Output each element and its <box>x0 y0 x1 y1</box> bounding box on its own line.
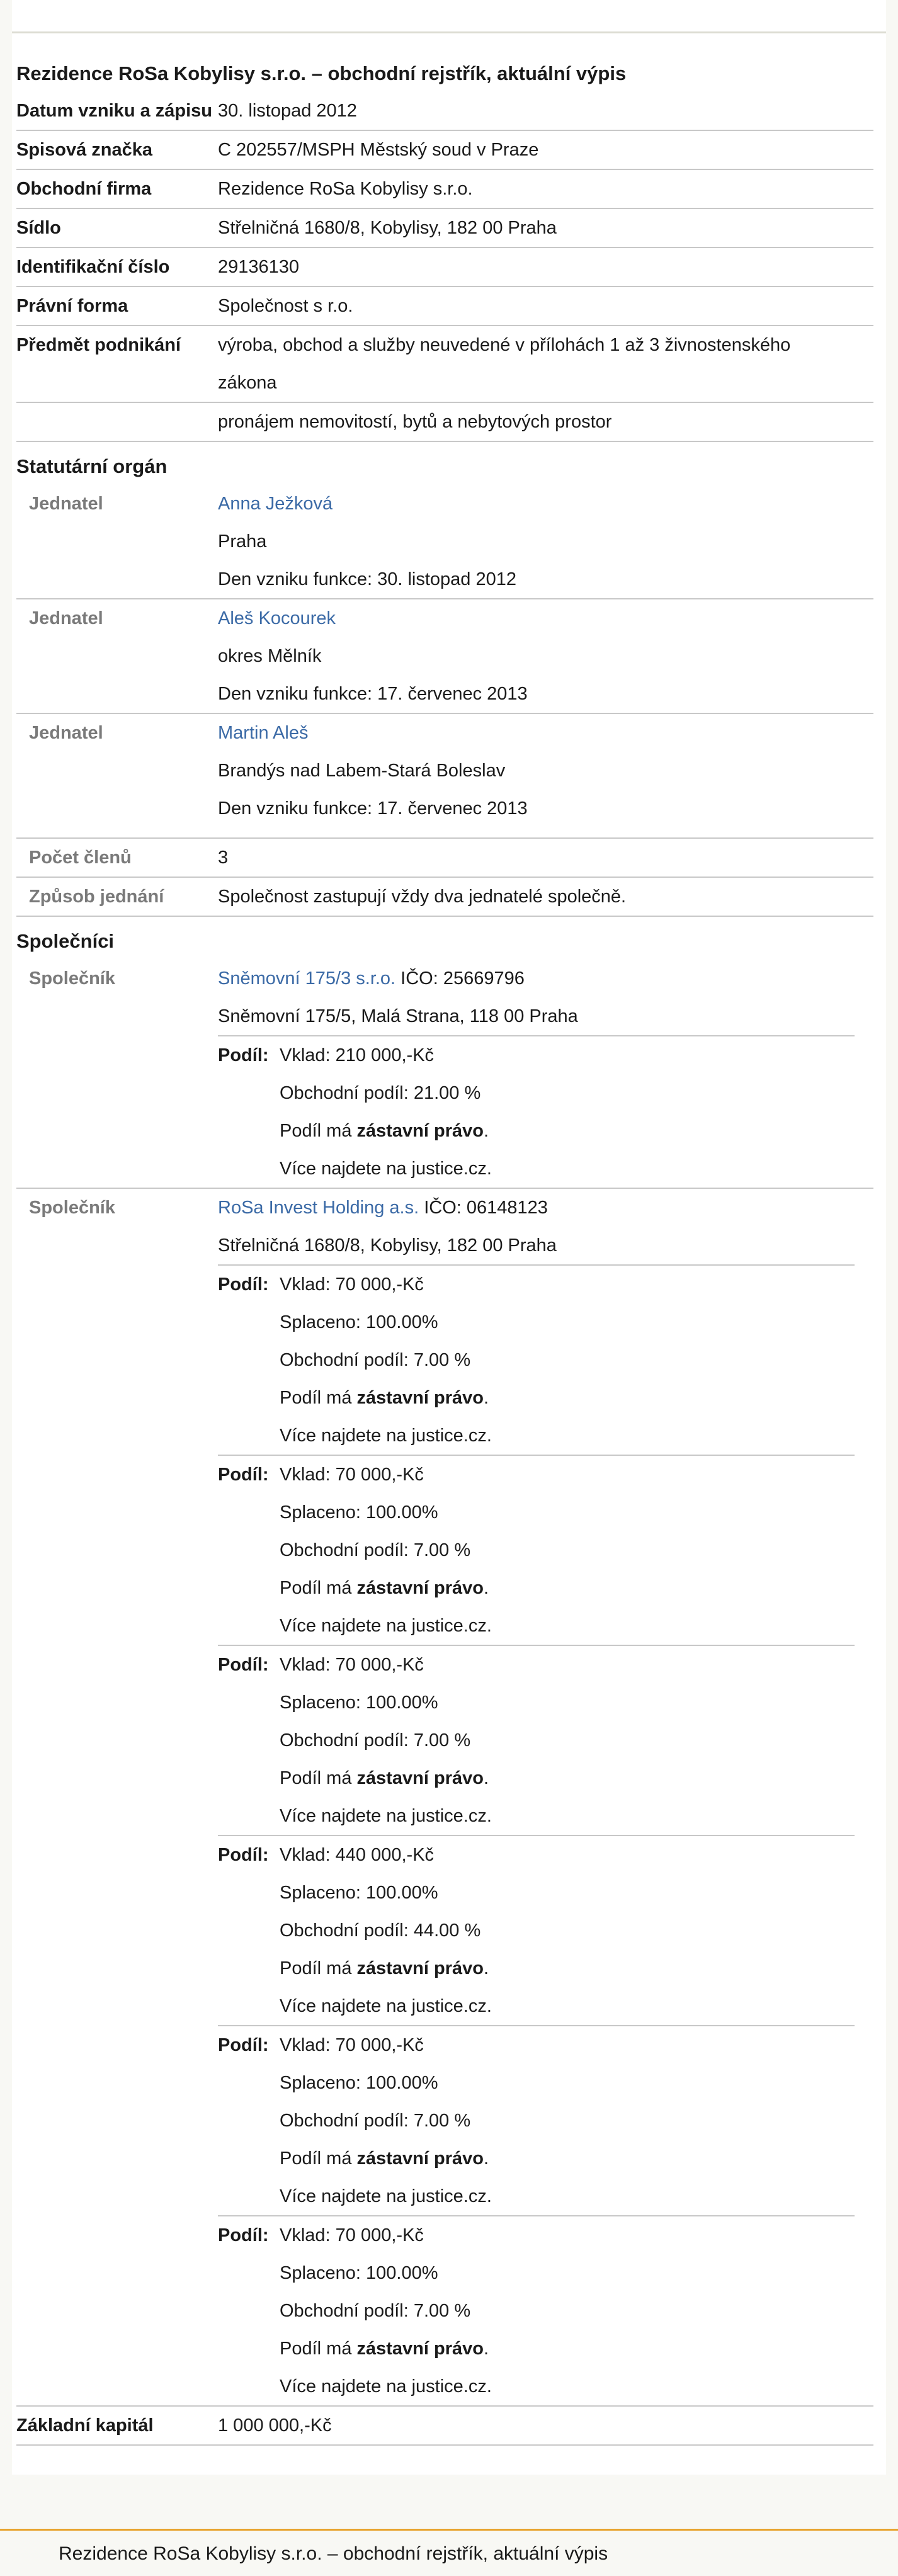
partner-address: Střelničná 1680/8, Kobylisy, 182 00 Praha <box>218 1235 557 1256</box>
share-label: Podíl: <box>218 2225 269 2245</box>
share-vklad: Vklad: 70 000,-Kč <box>280 1274 424 1295</box>
member-name-link[interactable]: Aleš Kocourek <box>218 608 336 628</box>
share-vklad: Vklad: 210 000,-Kč <box>280 1045 435 1065</box>
share-label: Podíl: <box>218 1655 269 1675</box>
share-lines <box>280 1036 855 1188</box>
share-block <box>218 2025 855 2215</box>
share-justice: Více najdete na justice.cz. <box>280 1806 492 1826</box>
share-lines <box>280 2216 855 2405</box>
share-obchodni: Obchodní podíl: 44.00 % <box>280 1921 481 1941</box>
row-pocet <box>16 839 873 878</box>
row-sidlo <box>16 209 873 248</box>
share-splaceno: Splaceno: 100.00% <box>280 2263 438 2283</box>
page-title: Rezidence RoSa Kobylisy s.r.o. – obchodní rejstřík, aktuální výpis <box>16 62 627 84</box>
member-1 <box>16 485 873 599</box>
share-splaceno: Splaceno: 100.00% <box>280 2073 438 2093</box>
share-zastavni: Podíl má zástavní právo. <box>280 1578 489 1598</box>
member-name-link[interactable]: Martin Aleš <box>218 723 309 743</box>
member-since: Den vzniku funkce: 17. červenec 2013 <box>218 798 528 819</box>
label-zpusob: Způsob jednání <box>29 887 164 907</box>
member-name-link[interactable]: Anna Ježková <box>218 494 333 514</box>
share-lines <box>280 1646 855 1835</box>
row-forma <box>16 287 873 326</box>
share-zastavni: Podíl má zástavní právo. <box>280 1388 489 1408</box>
share-justice: Více najdete na justice.cz. <box>280 1159 492 1179</box>
share-splaceno: Splaceno: 100.00% <box>280 1312 438 1332</box>
member-since: Den vzniku funkce: 30. listopad 2012 <box>218 569 516 589</box>
member-details <box>218 485 873 598</box>
share-block <box>218 1455 855 1645</box>
footer-bar <box>0 2529 898 2576</box>
partner-2 <box>16 1189 873 2407</box>
share-vklad: Vklad: 70 000,-Kč <box>280 1655 424 1675</box>
share-zastavni: Podíl má zástavní právo. <box>280 1958 489 1978</box>
member-place: Brandýs nad Labem-Stará Boleslav <box>218 761 506 781</box>
partner-address: Sněmovní 175/5, Malá Strana, 118 00 Praha <box>218 1006 578 1026</box>
share-justice: Více najdete na justice.cz. <box>280 2376 492 2397</box>
share-label: Podíl: <box>218 1274 269 1295</box>
row-spisova <box>16 131 873 170</box>
label-sidlo: Sídlo <box>16 218 61 238</box>
share-zastavni: Podíl má zástavní právo. <box>280 1768 489 1788</box>
share-obchodni: Obchodní podíl: 21.00 % <box>280 1083 481 1103</box>
partner-ico: IČO: 25669796 <box>395 968 525 989</box>
top-divider <box>12 31 886 33</box>
share-block <box>218 1035 855 1188</box>
share-zastavni: Podíl má zástavní právo. <box>280 1121 489 1141</box>
partner-ico: IČO: 06148123 <box>419 1198 548 1218</box>
share-zastavni: Podíl má zástavní právo. <box>280 2148 489 2169</box>
heading-spolecnici: Společníci <box>16 930 115 952</box>
value-forma: Společnost s r.o. <box>218 296 353 316</box>
member-role: Jednatel <box>29 608 103 628</box>
share-obchodni: Obchodní podíl: 7.00 % <box>280 2111 471 2131</box>
value-spisova: C 202557/MSPH Městský soud v Praze <box>218 140 539 160</box>
value-kapital: 1 000 000,-Kč <box>218 2415 332 2436</box>
share-obchodni: Obchodní podíl: 7.00 % <box>280 1350 471 1370</box>
member-details <box>218 714 873 827</box>
share-label: Podíl: <box>218 1465 269 1485</box>
value-predmet-1: výroba, obchod a služby neuvedené v přílohách 1 až 3 živnostenského zákona <box>218 335 791 393</box>
member-role: Jednatel <box>29 494 103 514</box>
row-kapital <box>16 2407 873 2446</box>
value-firma: Rezidence RoSa Kobylisy s.r.o. <box>218 179 473 199</box>
share-block <box>218 1264 855 1455</box>
row-predmet-2 <box>16 403 873 442</box>
registry-extract <box>16 58 873 2446</box>
share-lines <box>280 1836 855 2025</box>
value-zpusob: Společnost zastupují vždy dva jednatelé společně. <box>218 887 627 907</box>
share-label: Podíl: <box>218 2035 269 2055</box>
member-3 <box>16 714 873 839</box>
label-spisova: Spisová značka <box>16 140 152 160</box>
share-block <box>218 2215 855 2405</box>
value-predmet-2: pronájem nemovitostí, bytů a nebytových prostor <box>218 412 612 432</box>
share-vklad: Vklad: 70 000,-Kč <box>280 1465 424 1485</box>
share-lines <box>280 1456 855 1645</box>
row-ico <box>16 248 873 287</box>
share-block <box>218 1835 855 2025</box>
member-role: Jednatel <box>29 723 103 743</box>
label-pocet: Počet členů <box>29 848 132 868</box>
partner-details <box>218 1189 873 2405</box>
share-vklad: Vklad: 70 000,-Kč <box>280 2035 424 2055</box>
share-obchodni: Obchodní podíl: 7.00 % <box>280 1730 471 1750</box>
row-firma <box>16 170 873 209</box>
label-predmet-empty <box>16 403 218 441</box>
heading-statutarni: Statutární orgán <box>16 455 168 477</box>
share-splaceno: Splaceno: 100.00% <box>280 1693 438 1713</box>
share-label: Podíl: <box>218 1045 269 1065</box>
footer-title: Rezidence RoSa Kobylisy s.r.o. – obchodní rejstřík, aktuální výpis <box>59 2543 608 2564</box>
label-forma: Právní forma <box>16 296 128 316</box>
value-pocet: 3 <box>218 848 229 868</box>
share-lines <box>280 2026 855 2215</box>
share-justice: Více najdete na justice.cz. <box>280 1426 492 1446</box>
value-sidlo: Střelničná 1680/8, Kobylisy, 182 00 Praha <box>218 218 557 238</box>
share-lines <box>280 1266 855 1455</box>
row-predmet <box>16 326 873 403</box>
share-label: Podíl: <box>218 1845 269 1865</box>
share-justice: Více najdete na justice.cz. <box>280 1996 492 2016</box>
partner-role: Společník <box>29 1198 115 1218</box>
member-details <box>218 599 873 713</box>
member-2 <box>16 599 873 714</box>
share-zastavni: Podíl má zástavní právo. <box>280 2339 489 2359</box>
value-datum: 30. listopad 2012 <box>218 101 357 121</box>
share-vklad: Vklad: 70 000,-Kč <box>280 2225 424 2245</box>
member-place: Praha <box>218 531 267 552</box>
value-ico: 29136130 <box>218 257 300 277</box>
member-since: Den vzniku funkce: 17. červenec 2013 <box>218 684 528 704</box>
share-vklad: Vklad: 440 000,-Kč <box>280 1845 435 1865</box>
share-block <box>218 1645 855 1835</box>
label-firma: Obchodní firma <box>16 179 152 199</box>
partner-details <box>218 960 873 1188</box>
label-predmet: Předmět podnikání <box>16 335 181 355</box>
partner-name-link[interactable]: Sněmovní 175/3 s.r.o. <box>218 968 396 989</box>
share-obchodni: Obchodní podíl: 7.00 % <box>280 1540 471 1560</box>
row-datum <box>16 92 873 131</box>
partner-name-link[interactable]: RoSa Invest Holding a.s. <box>218 1198 419 1218</box>
partner-role: Společník <box>29 968 115 989</box>
share-obchodni: Obchodní podíl: 7.00 % <box>280 2301 471 2321</box>
share-justice: Více najdete na justice.cz. <box>280 2186 492 2206</box>
label-ico: Identifikační číslo <box>16 257 170 277</box>
label-datum: Datum vzniku a zápisu <box>16 101 213 121</box>
share-justice: Více najdete na justice.cz. <box>280 1616 492 1636</box>
label-kapital: Základní kapitál <box>16 2415 154 2436</box>
partner-1 <box>16 960 873 1189</box>
member-place: okres Mělník <box>218 646 322 666</box>
share-splaceno: Splaceno: 100.00% <box>280 1883 438 1903</box>
row-zpusob <box>16 878 873 917</box>
share-splaceno: Splaceno: 100.00% <box>280 1502 438 1523</box>
